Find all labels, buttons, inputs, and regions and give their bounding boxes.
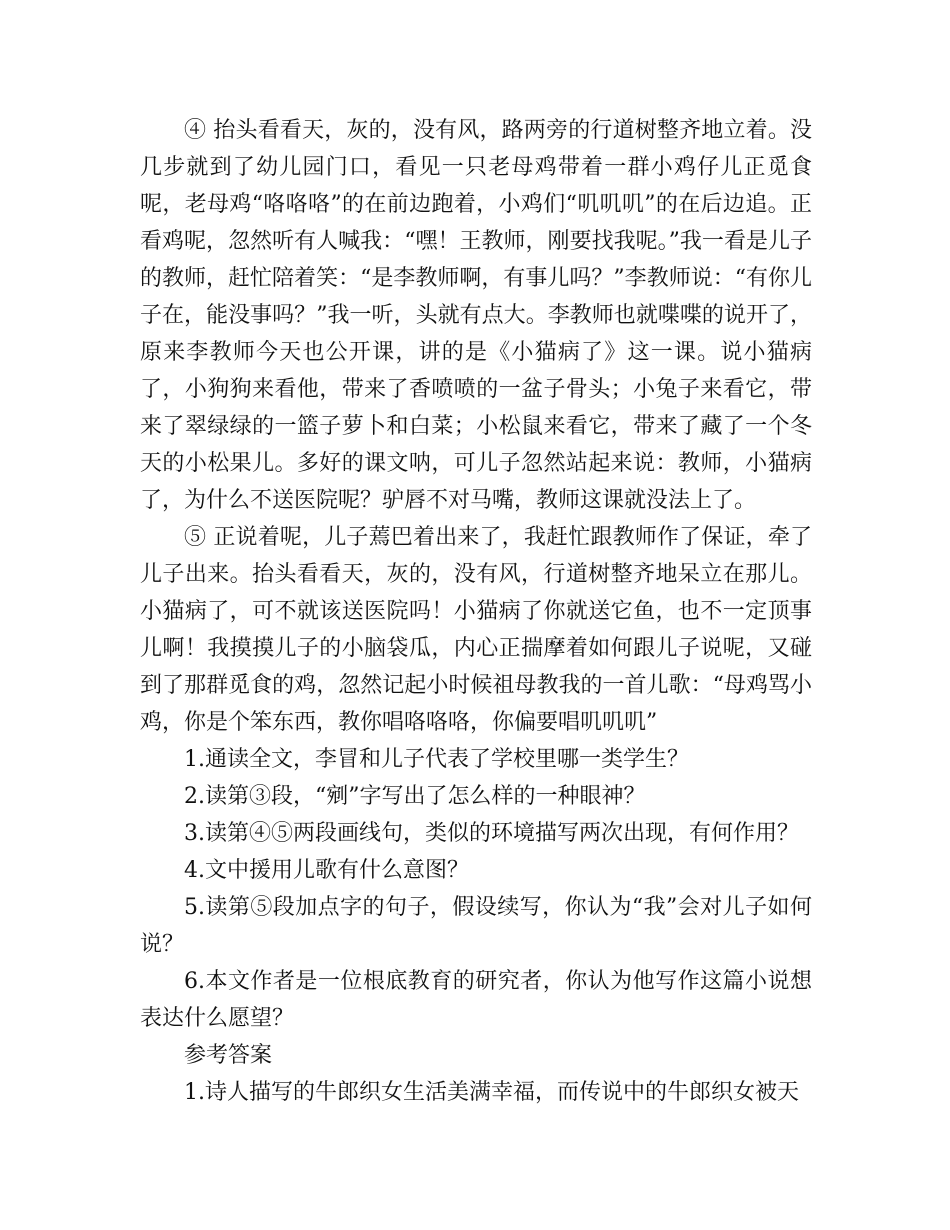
answer-1: 1.诗人描写的牛郎织女生活美满幸福，而传说中的牛郎织女被天 — [184, 1080, 799, 1105]
question-4: 4.文中援用儿歌有什么意图？ — [184, 858, 469, 883]
paragraph-4: ④ 抬头看看天，灰的，没有风，路两旁的行道树整齐地立着。没几步就到了幼儿园门口，看见一只老母鸡带着一群小鸡仔儿正觅食呢，老母鸡“咯咯咯”的在前边跑着，小鸡们“叽叽叽”的在后边追。正看鸡呢，忽然听有人喊我：“嘿！王教师，刚要找我呢。”我一看是儿子的教师，赶忙陪着笑：“是李教师啊，有事儿吗？”李教师说：“有你儿子在，能没事吗？”我一听，头就有点大。李教师也就喋喋的说开了，原来李教师今天也公开课，讲的是《小猫病了》这一课。说小猫病了，小狗狗来看他，带来了香喷喷的一盆子骨头；小兔子来看它，带来了翠绿绿的一篮子萝卜和白菜；小松鼠来看它，带来了藏了一个冬天的小松果儿。多好的课文呐，可儿子忽然站起来说：教师，小猫病了，为什么不送医院呢？驴唇不对马嘴，教师这课就没法上了。 — [140, 118, 812, 513]
question-2: 2.读第③段，“剜”字写出了怎么样的一种眼神？ — [184, 784, 646, 809]
question-6: 6.本文作者是一位根底教育的研究者，你认为他写作这篇小说想表达什么愿望？ — [140, 969, 812, 1031]
answers-heading: 参考答案 — [184, 1043, 273, 1068]
question-5: 5.读第⑤段加点字的句子，假设续写，你认为“我”会对儿子如何说？ — [140, 895, 812, 957]
question-3: 3.读第④⑤两段画线句，类似的环境描写两次出现，有何作用？ — [184, 821, 799, 846]
paragraph-5: ⑤ 正说着呢，儿子蔫巴着出来了，我赶忙跟教师作了保证，牵了儿子出来。抬头看看天，灰的，没有风，行道树整齐地呆立在那儿。小猫病了，可不就该送医院吗！小猫病了你就送它鱼，也不一定顶事儿啊！我摸摸儿子的小脑袋瓜，内心正揣摩着如何跟儿子说呢，又碰到了那群觅食的鸡，忽然记起小时候祖母教我的一首儿歌：“母鸡骂小鸡，你是个笨东西，教你唱咯咯咯，你偏要唱叽叽叽” — [140, 525, 812, 735]
document-page — [140, 112, 812, 1111]
question-1: 1.通读全文，李冒和儿子代表了学校里哪一类学生？ — [184, 747, 689, 772]
